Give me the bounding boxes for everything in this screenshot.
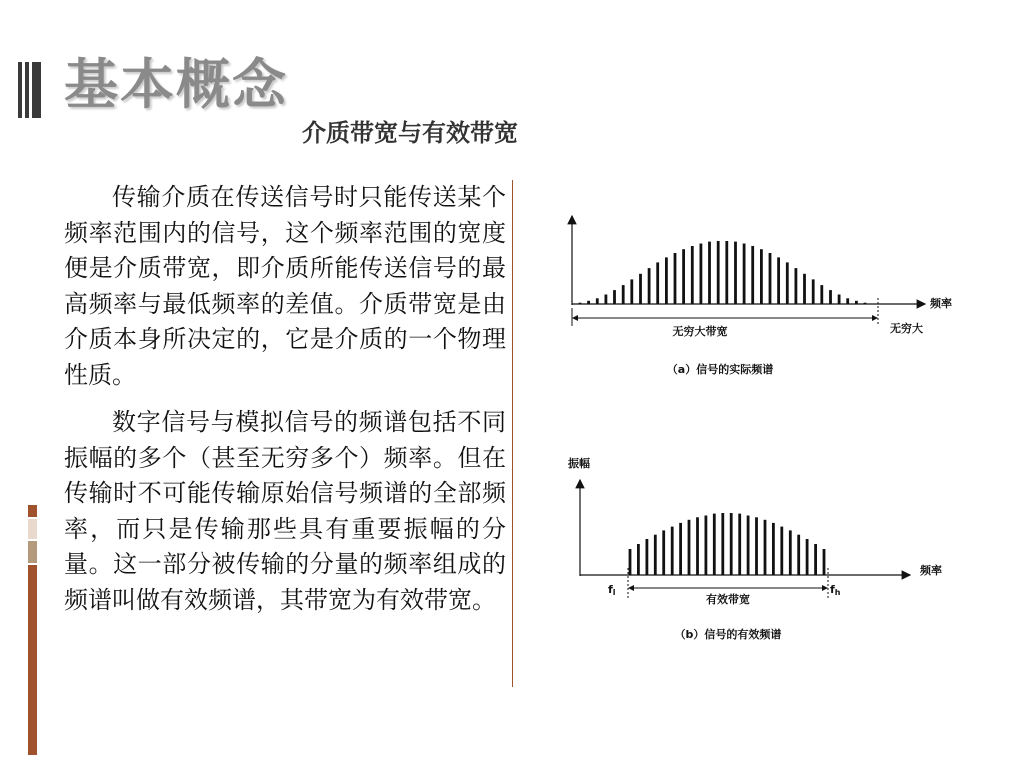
spectral-line [803,274,806,304]
spectral-line [630,279,633,304]
spectral-line [795,268,798,304]
vertical-divider [512,180,513,687]
spectral-line [820,285,823,304]
spectral-line [579,303,582,304]
spectral-line [730,513,733,575]
spectral-line [764,520,767,575]
spectral-line [721,513,724,575]
page-title: 基本概念 [64,53,288,116]
bandwidth-label: 无穷大带宽 [672,325,728,338]
spectral-line [596,298,599,304]
spectral-line [777,257,780,304]
spectral-line [674,253,677,304]
spectral-line [717,241,720,304]
spectral-line [738,514,741,575]
spectral-line [769,253,772,304]
spectral-line [691,246,694,304]
diagram-caption: （b）信号的有效频谱 [674,628,782,641]
spectral-line [823,549,826,575]
left-accent-bar [28,505,37,755]
spectrum-actual-svg [540,210,952,380]
spectral-line [812,279,815,304]
infinity-label: 无穷大 [890,322,923,335]
spectral-line [654,535,657,575]
diagram-caption: （a）信号的实际频谱 [666,363,774,376]
spectral-line [713,514,716,575]
spectral-line [864,303,867,304]
spectral-line [646,539,649,575]
spectral-line [743,244,746,305]
spectrum-bars [629,513,826,575]
paragraph-2: 数字信号与模拟信号的频谱包括不同振幅的多个（甚至无穷多个）频率。但在传输时不可能传输原始信号频谱的全部频率，而只是传输那些具有重要振幅的分量。这一部分被传输的分量的频率组成的频谱叫做有效频谱，其带宽为有效带宽。 [64,408,506,614]
spectral-line [688,520,691,575]
spectral-line [629,549,632,575]
spectrum-diagram-effective [540,450,960,650]
spectral-line [814,544,817,575]
spectral-line [734,242,737,304]
spectral-line [705,516,708,576]
spectral-line [700,244,703,305]
spectral-line [829,290,832,304]
title-decoration [18,62,42,118]
f-low-label: fl [608,583,616,597]
spectral-line [846,298,849,304]
spectral-line [780,527,783,575]
spectral-line [682,249,685,304]
f-high-label: fh [830,583,841,597]
spectral-line [605,295,608,304]
spectral-line [662,530,665,575]
effective-bandwidth-label: 有效带宽 [706,593,750,606]
y-axis-label: 振幅 [568,457,590,470]
spectrum-diagram-actual [540,210,952,380]
spectral-line [696,517,699,575]
x-axis-label: 频率 [930,297,952,310]
spectral-line [747,516,750,576]
spectral-line [665,257,668,304]
spectral-line [755,517,758,575]
spectral-line [622,285,625,304]
spectral-line [725,241,728,304]
spectral-line [789,530,792,575]
spectral-line [708,242,711,304]
spectrum-bars [579,241,867,304]
x-axis-label: 频率 [920,564,942,577]
spectral-line [786,262,789,304]
spectral-line [797,535,800,575]
spectral-line [656,262,659,304]
spectral-line [751,246,754,304]
spectral-line [838,295,841,304]
spectral-line [855,301,858,304]
paragraph-1: 传输介质在传送信号时只能传送某个频率范围内的信号，这个频率范围的宽度便是介质带宽，即介质所能传送信号的最高频率与最低频率的差值。介质带宽是由介质本身所决定的，它是介质的一个物理性质。 [64,183,506,389]
spectral-line [648,268,651,304]
spectral-line [587,301,590,304]
spectral-line [806,539,809,575]
spectral-line [760,249,763,304]
spectral-line [679,523,682,575]
spectral-line [772,523,775,575]
spectral-line [613,290,616,304]
spectral-line [637,544,640,575]
spectral-line [671,527,674,575]
spectrum-effective-svg [540,450,960,650]
spectral-line [639,274,642,304]
page-subtitle: 介质带宽与有效带宽 [302,118,518,147]
body-text [64,180,506,630]
